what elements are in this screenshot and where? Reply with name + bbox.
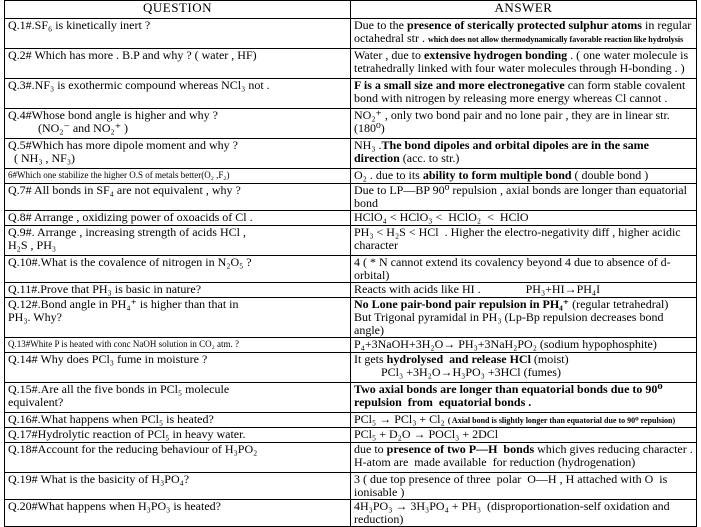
question-cell: Q.20#What happens when H₃PO₃ is heated? [5,500,351,527]
question-cell: Q.17#Hydrolytic reaction of PCl₅ in heavy water. [5,428,351,443]
answer-cell [351,79,697,109]
qa-table [4,0,697,527]
header-row [5,1,697,19]
answer-text: ( double bond ) [571,168,649,182]
answer-cell [351,109,697,139]
answer-text: Due to the [354,18,407,32]
question-cell: Q.16#.What happens when PCl₅ is heated? [5,413,351,428]
answer-text: presence of two P—H bonds [386,442,535,456]
answer-text: NH₃ . [354,138,382,152]
answer-text: (acc. to str.) [399,151,460,165]
table-row [5,443,697,473]
answer-cell [351,413,697,428]
table-row [5,226,697,256]
question-header: QUESTION [5,1,351,19]
question-cell: Q.14# Why does PCl₃ fume in moisture ? [5,353,351,383]
question-cell: Q.18#Account for the reducing behaviour of H₃PO₂ [5,443,351,473]
question-cell: Q.5#Which has more dipole moment and why ? ( NH₃ , NF₃) [5,139,351,169]
table-row [5,256,697,283]
answer-cell [351,49,697,79]
table-row [5,79,697,109]
answer-cell [351,139,697,169]
answer-cell [351,500,697,527]
question-cell: Q.12#.Bond angle in PH₄⁺ is higher than that in PH₃. Why? [5,298,351,338]
table-row [5,383,697,413]
answer-text: 3 ( due top presence of three polar O—H , H attached with O is ionisable ) [354,472,668,499]
answer-text: Due to LP—BP 90⁰ repulsion , axial bonds are longer than equatorial bond [354,183,687,210]
answer-text: HClO₄ < HClO₃ < HClO₂ < HClO [354,210,529,224]
answer-text: Water , due to [354,48,425,62]
answer-text: PH₃ < H₂S < HCl . Higher the electro-negativity diff , higher acidic character [354,225,681,252]
answer-text: NO₂⁺ , only two bond pair and no lone pair , they are in linear str.(180⁰) [354,108,670,135]
answer-cell [351,184,697,211]
answer-cell [351,19,697,49]
question-cell: Q.7# All bonds in SF₄ are not equivalent , why ? [5,184,351,211]
table-row [5,184,697,211]
answer-text: P₄+3NaOH+3H₂O→ PH₃+3NaH₂PO₂ (sodium hypophosphite) [354,337,657,351]
question-cell: Q.13#White P is heated with conc NaOH solution in CO₂ atm. ? [5,338,351,353]
answer-cell [351,473,697,500]
table-row [5,298,697,338]
answer-cell [351,353,697,383]
answer-text: ( Axial bond is slightly longer than equatorial due to 90⁰ repulsion) [447,416,676,425]
answer-text: in regular octahedral str . [354,18,692,45]
answer-text: It gets [354,352,387,366]
table-row [5,353,697,383]
table-row [5,500,697,527]
answer-text: . ( one water molecule is tetrahedrally linked with four water molecules through H-bonding . ) [354,48,689,75]
answer-text: presence of sterically protected sulphur atoms [407,18,642,32]
answer-header: ANSWER [351,1,697,19]
question-cell: Q.19# What is the basicity of H₃PO₄? [5,473,351,500]
table-row [5,139,697,169]
answer-cell [351,428,697,443]
answer-text: (regular tetrahedral) But Trigonal pyramidal in PH₃ (Lp-Bp repulsion decreases bond angle) [354,297,669,337]
answer-text: extensive hydrogen bonding [424,48,568,62]
answer-text: 4H₃PO₃ → 3H₃PO₄ + PH₃ (disproportionation-self oxidation and reduction) [354,499,670,526]
table-row [5,109,697,139]
answer-text: 4 ( * N cannot extend its covalency beyond 4 due to absence of d- orbital) [354,255,671,282]
answer-cell [351,283,697,298]
question-cell: Q.15#.Are all the five bonds in PCl₅ molecule equivalent? [5,383,351,413]
answer-text: due to [354,442,387,456]
answer-cell [351,298,697,338]
answer-text: can form stable covalent bond with nitrogen by releasing more energy whereas Cl cannot . [354,78,686,105]
table-row [5,169,697,184]
question-cell: Q.11#.Prove that PH₃ is basic in nature? [5,283,351,298]
table-row [5,473,697,500]
answer-cell [351,256,697,283]
table-row [5,283,697,298]
table-row [5,428,697,443]
answer-text: The bond dipoles and orbital dipoles are in the same direction [354,138,650,165]
question-cell: Q.4#Whose bond angle is higher and why ? (NO₂⁻ and NO₂⁺ ) [5,109,351,139]
table-body [5,19,697,527]
answer-cell [351,211,697,226]
answer-cell [351,383,697,413]
table-row [5,19,697,49]
question-cell: Q.9#. Arrange , increasing strength of acids HCl , H₂S , PH₃ [5,226,351,256]
answer-text: No Lone pair-bond pair repulsion in PH₄⁺ [354,297,570,311]
question-cell: 6#Which one stabilize the higher O.S of metals better(O₂ ,F₂) [5,169,351,184]
question-cell: Q.2# Which has more . B.P and why ? ( water , HF) [5,49,351,79]
answer-text: Reacts with acids like HI . PH₃+HI→PH₄I [354,282,601,296]
table-row [5,49,697,79]
question-cell: Q.10#.What is the covalence of nitrogen in N₂O₅ ? [5,256,351,283]
answer-text: hydrolysed and release HCl [386,352,531,366]
answer-text: PCl₅ + D₂O → POCl₃ + 2DCl [354,427,499,441]
table-row [5,413,697,428]
answer-text: which gives reducing character . H-atom are made available for reduction (hydrogenation) [354,442,693,469]
answer-cell [351,443,697,473]
answer-text: (moist) PCl₃ +3H₂O→H₃PO₃ +3HCl (fumes) [354,352,569,379]
question-cell: Q.3#.NF₃ is exothermic compound whereas NCl₃ not . [5,79,351,109]
question-cell: Q.8# Arrange , oxidizing power of oxoacids of Cl . [5,211,351,226]
answer-text: Two axial bonds are longer than equatorial bonds due to 90⁰ repulsion from equatorial bonds . [354,382,663,409]
answer-text: O₂ . due to its [354,168,423,182]
answer-text: PCl₅ → PCl₃ + Cl₂ [354,412,448,426]
question-cell: Q.1#.SF₆ is kinetically inert ? [5,19,351,49]
answer-cell [351,226,697,256]
answer-text: ability to form multiple bond [422,168,572,182]
answer-text: F is a small size and more electronegative [354,78,565,92]
answer-cell [351,338,697,353]
table-row [5,338,697,353]
answer-cell [351,169,697,184]
table-row [5,211,697,226]
answer-text: which does not allow thermodynamically favorable reaction like hydrolysis [427,35,684,44]
